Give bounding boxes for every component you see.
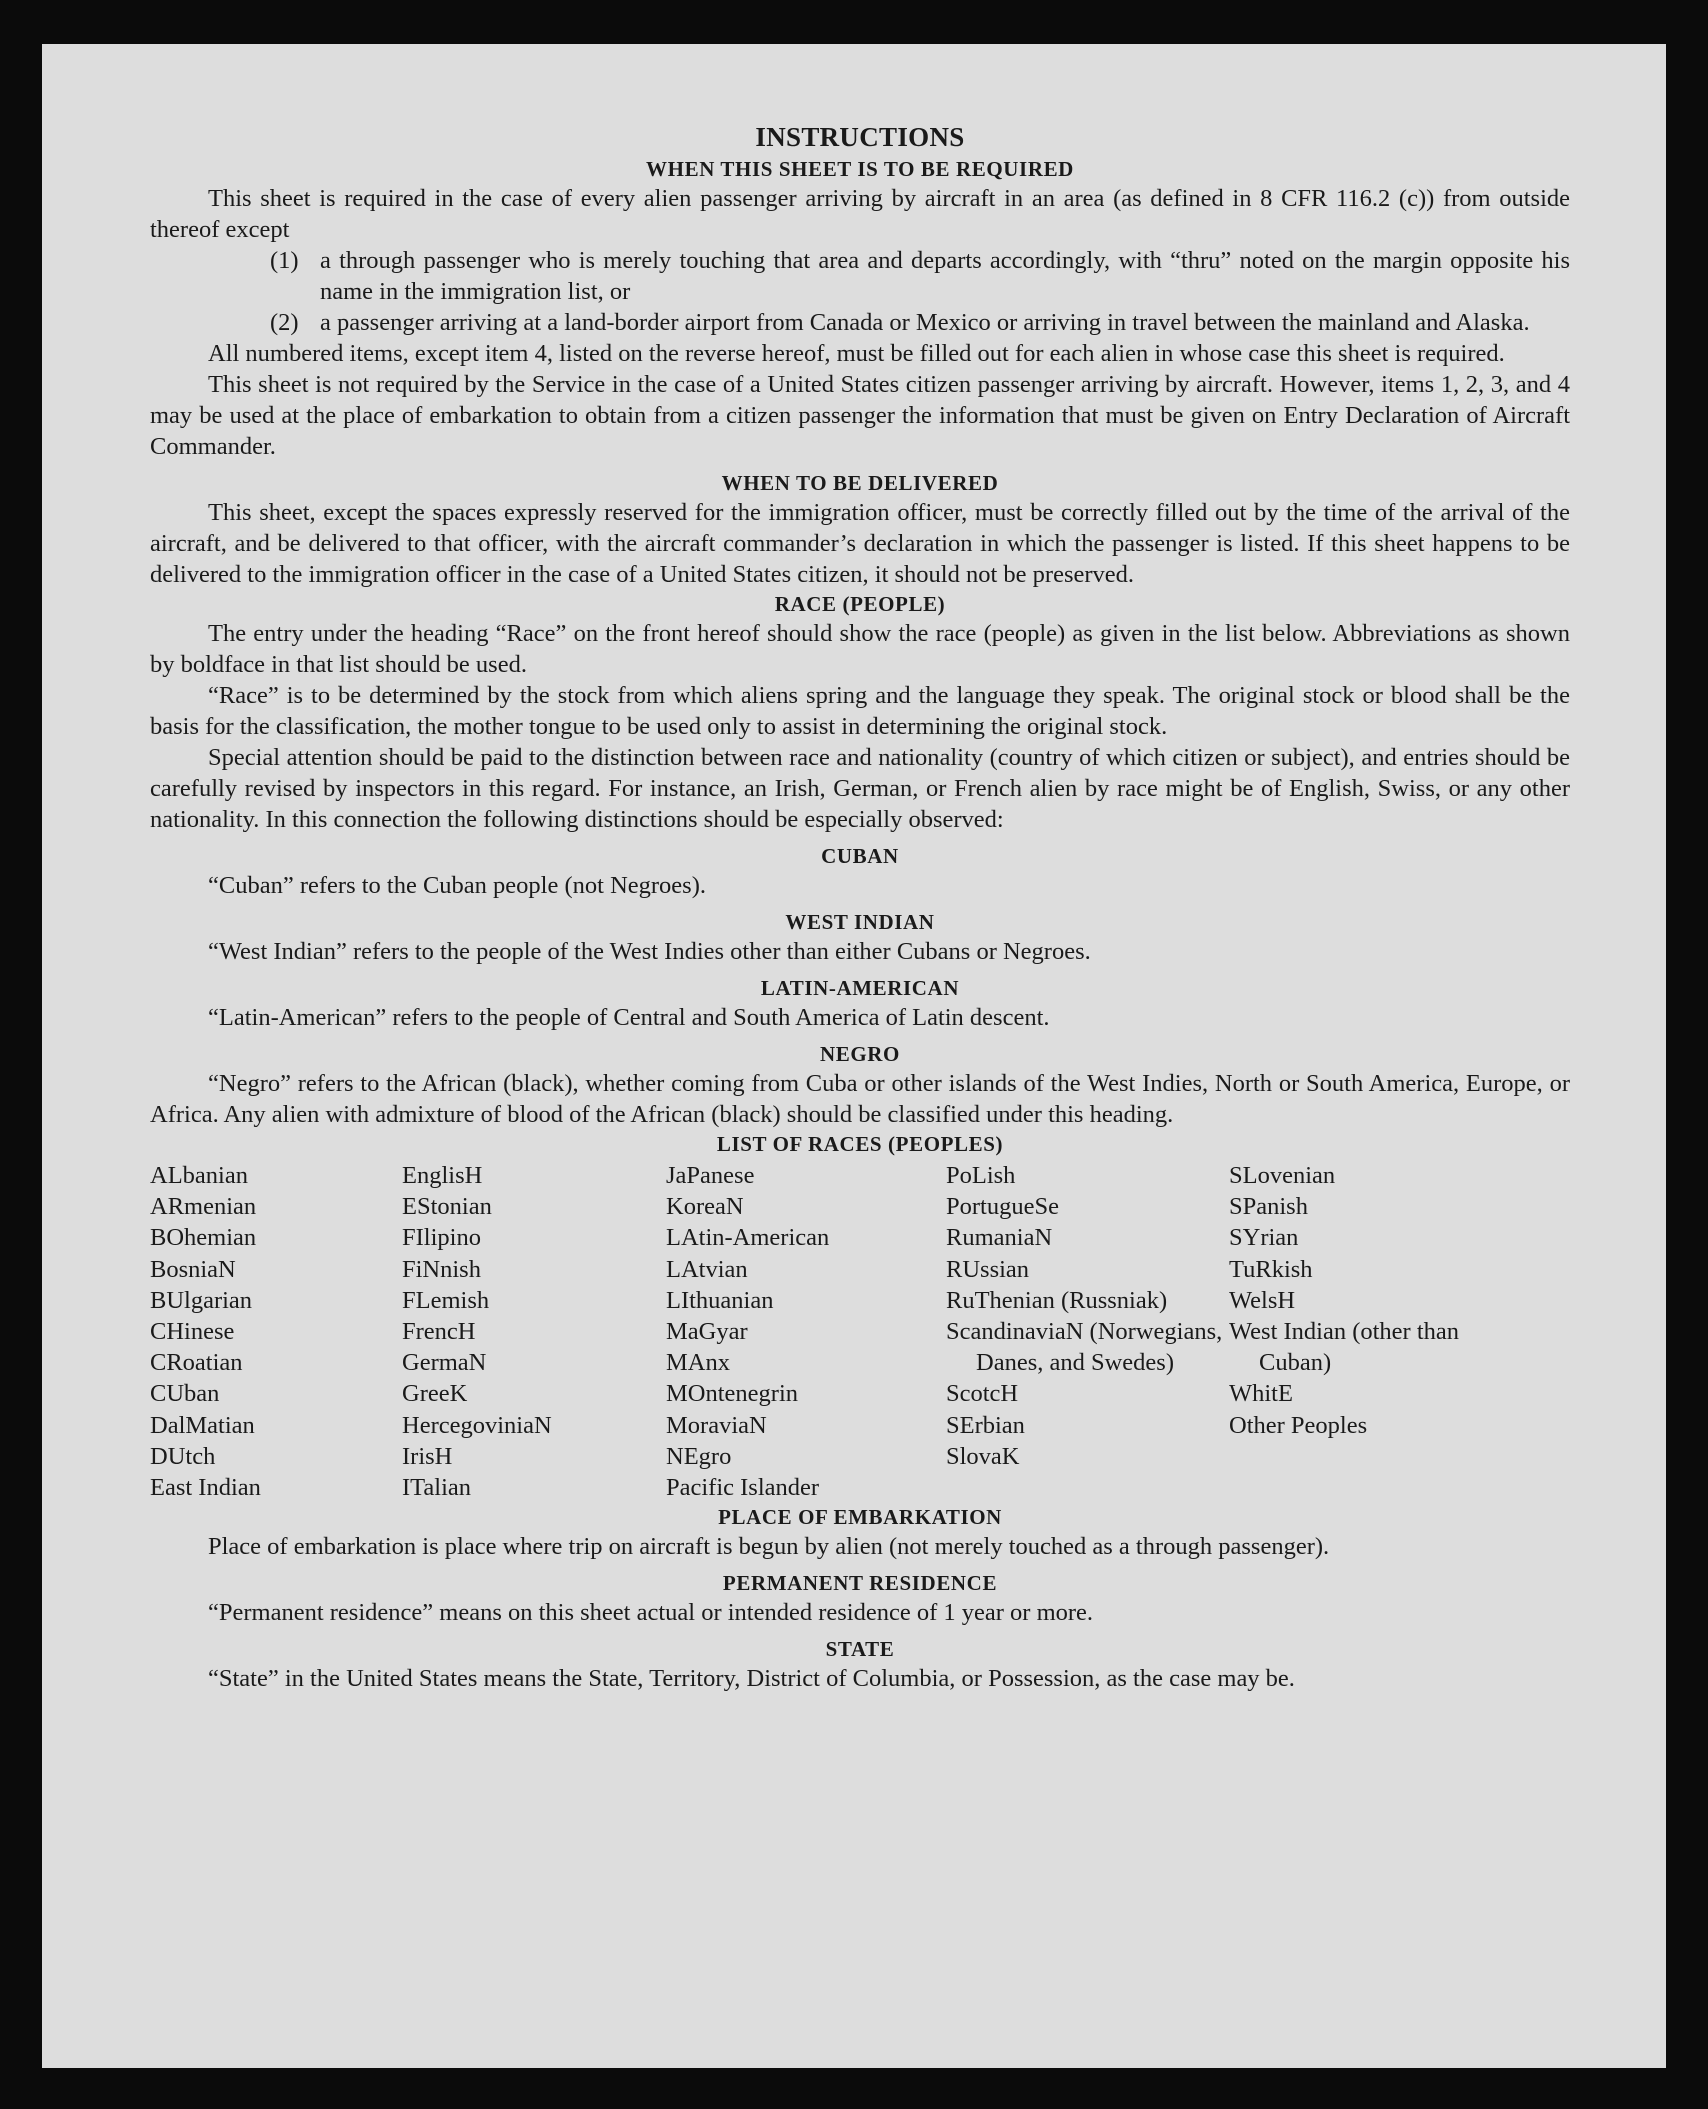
item-text: a passenger arriving at a land-border airport from Canada or Mexico or arriving in travel between the mainland and Alaska. xyxy=(320,309,1530,336)
paragraph: “Permanent residence” means on this sheet actual or intended residence of 1 year or more. xyxy=(208,1599,1094,1627)
paragraph: Special attention should be paid to the distinction between race and nationality (country of which citizen or subject), and entries should be carefully revised by inspectors in this regard. For instance, an Irish, German, or French alien by race might be of English, Swiss, or any other nationality. In this connection the following distinctions should be especially observed: xyxy=(150,744,1570,833)
item-number: (1) xyxy=(270,247,299,274)
paragraph: “Cuban” refers to the Cuban people (not Negroes). xyxy=(208,872,706,899)
race-entry: BosniaN xyxy=(150,1255,236,1283)
race-entry: ITalian xyxy=(402,1474,472,1502)
race-entry: MaGyar xyxy=(666,1318,748,1346)
race-entry: WhitE xyxy=(1229,1380,1293,1408)
race-entry: CHinese xyxy=(150,1318,235,1346)
paragraph: “Race” is to be determined by the stock from which aliens spring and the language they speak. The original stock or blood shall be the basis for the classification, the mother tongue to be used only to assist in determining the original stock. xyxy=(150,682,1570,740)
race-entry: RuThenian (Russniak) xyxy=(946,1286,1168,1314)
race-entry: ALbanian xyxy=(150,1162,248,1189)
races-column xyxy=(402,1160,666,1503)
heading-when-required: WHEN THIS SHEET IS TO BE REQUIRED xyxy=(646,157,1074,181)
paragraph: Place of embarkation is place where trip on aircraft is begun by alien (not merely touched as a through passenger). xyxy=(208,1533,1330,1561)
race-entry: ScandinaviaN (Norwegians, Danes, and Swedes) xyxy=(946,1318,1223,1377)
heading-list-of-races: LIST OF RACES (PEOPLES) xyxy=(716,1132,1004,1156)
race-entry: BUlgarian xyxy=(150,1286,253,1314)
race-entry: SErbian xyxy=(946,1411,1025,1439)
race-entry: PoLish xyxy=(946,1162,1016,1189)
race-entry: BOhemian xyxy=(150,1224,257,1252)
race-entry: MOntenegrin xyxy=(666,1380,798,1408)
race-entry: MoraviaN xyxy=(666,1411,767,1439)
race-entry: ScotcH xyxy=(946,1380,1019,1408)
heading-when-delivered: WHEN TO BE DELIVERED xyxy=(721,471,999,495)
race-entry: TuRkish xyxy=(1229,1255,1313,1283)
race-entry: West Indian (other than Cuban) xyxy=(1229,1318,1460,1377)
item-text: a through passenger who is merely touching that area and departs accordingly, with “thru” noted on the margin opposite his name in the immigration list, or xyxy=(320,247,1570,305)
race-entry: FIlipino xyxy=(402,1224,481,1252)
race-entry: LAtvian xyxy=(666,1255,748,1283)
race-entry: GermaN xyxy=(402,1349,487,1377)
item-number: (2) xyxy=(270,309,299,336)
list-item xyxy=(270,245,1570,307)
paragraph: This sheet is required in the case of every alien passenger arriving by aircraft in an area (as defined in 8 CFR 116.2 (c)) from outside thereof except xyxy=(150,185,1570,243)
races-list xyxy=(150,1160,1570,1503)
heading-latin-american: LATIN-AMERICAN xyxy=(760,976,960,1000)
paragraph: “Negro” refers to the African (black), whether coming from Cuba or other islands of the West Indies, North or South America, Europe, or Africa. Any alien with admixture of blood of the African (black) should be classified under this heading. xyxy=(150,1070,1570,1128)
race-entry: HercegoviniaN xyxy=(402,1411,552,1439)
race-entry: EStonian xyxy=(402,1193,492,1221)
list-item xyxy=(270,307,1570,338)
heading-embarkation: PLACE OF EMBARKATION xyxy=(718,1505,1002,1530)
race-entry: FiNnish xyxy=(402,1255,481,1283)
race-entry: SYrian xyxy=(1229,1224,1299,1252)
race-entry: JaPanese xyxy=(666,1162,755,1189)
race-entry: GreeK xyxy=(402,1380,468,1408)
race-entry: DUtch xyxy=(150,1442,216,1470)
race-entry: LIthuanian xyxy=(666,1286,774,1314)
paragraph: This sheet, except the spaces expressly reserved for the immigration officer, must be correctly filled out by the time of the arrival of the aircraft, and be delivered to that officer, with the aircraft commander’s declaration in which the passenger is listed. If this sheet happens to be delivered to the immigration officer in the case of a United States citizen, it should not be preserved. xyxy=(150,499,1570,588)
heading-race: RACE (PEOPLE) xyxy=(774,592,946,616)
race-entry: CRoatian xyxy=(150,1349,243,1377)
race-entry: Other Peoples xyxy=(1229,1411,1368,1439)
race-entry: RUssian xyxy=(946,1255,1030,1283)
paragraph: The entry under the heading “Race” on the front hereof should show the race (people) as given in the list below. Abbreviations as shown by boldface in that list should be used. xyxy=(150,620,1570,678)
race-entry: FLemish xyxy=(402,1286,490,1314)
race-entry: ARmenian xyxy=(150,1193,257,1221)
races-column xyxy=(666,1160,946,1503)
race-entry: EnglisH xyxy=(402,1162,483,1189)
page-title: INSTRUCTIONS xyxy=(755,122,965,152)
document-content xyxy=(150,122,1570,1694)
race-entry: IrisH xyxy=(402,1442,453,1470)
heading-negro: NEGRO xyxy=(819,1042,900,1066)
race-entry: SPanish xyxy=(1229,1193,1308,1221)
race-entry: CUban xyxy=(150,1380,220,1408)
paragraph: This sheet is not required by the Service in the case of a United States citizen passenger arriving by aircraft. However, items 1, 2, 3, and 4 may be used at the place of embarkation to obtain from a citizen passenger the information that must be given on Entry Declaration of Aircraft Commander. xyxy=(150,371,1570,460)
race-entry: PortugueSe xyxy=(946,1193,1059,1221)
races-column xyxy=(1229,1160,1479,1503)
race-entry: RumaniaN xyxy=(946,1224,1053,1252)
races-column xyxy=(150,1160,402,1503)
race-entry: MAnx xyxy=(666,1349,730,1377)
heading-permanent-residence: PERMANENT RESIDENCE xyxy=(722,1571,998,1596)
race-entry: NEgro xyxy=(666,1442,732,1470)
race-entry: SlovaK xyxy=(946,1442,1020,1470)
race-entry: DalMatian xyxy=(150,1411,255,1439)
paragraph: “Latin-American” refers to the people of Central and South America of Latin descent. xyxy=(208,1004,1050,1031)
race-entry: FrencH xyxy=(402,1318,476,1346)
race-entry: KoreaN xyxy=(666,1193,744,1221)
document-sheet xyxy=(42,44,1666,2068)
races-column xyxy=(946,1160,1229,1503)
race-entry: East Indian xyxy=(150,1474,261,1502)
race-entry: LAtin-American xyxy=(666,1224,830,1252)
paragraph: “West Indian” refers to the people of the West Indies other than either Cubans or Negroes. xyxy=(208,938,1091,965)
heading-cuban: CUBAN xyxy=(821,844,899,868)
heading-state: STATE xyxy=(825,1637,895,1662)
heading-west-indian: WEST INDIAN xyxy=(785,910,935,934)
paragraph: All numbered items, except item 4, listed on the reverse hereof, must be filled out for each alien in whose case this sheet is required. xyxy=(208,340,1505,367)
race-entry: SLovenian xyxy=(1229,1162,1336,1189)
paragraph: “State” in the United States means the State, Territory, District of Columbia, or Possession, as the case may be. xyxy=(208,1665,1295,1693)
race-entry: Pacific Islander xyxy=(666,1474,820,1502)
race-entry: WelsH xyxy=(1229,1286,1296,1314)
